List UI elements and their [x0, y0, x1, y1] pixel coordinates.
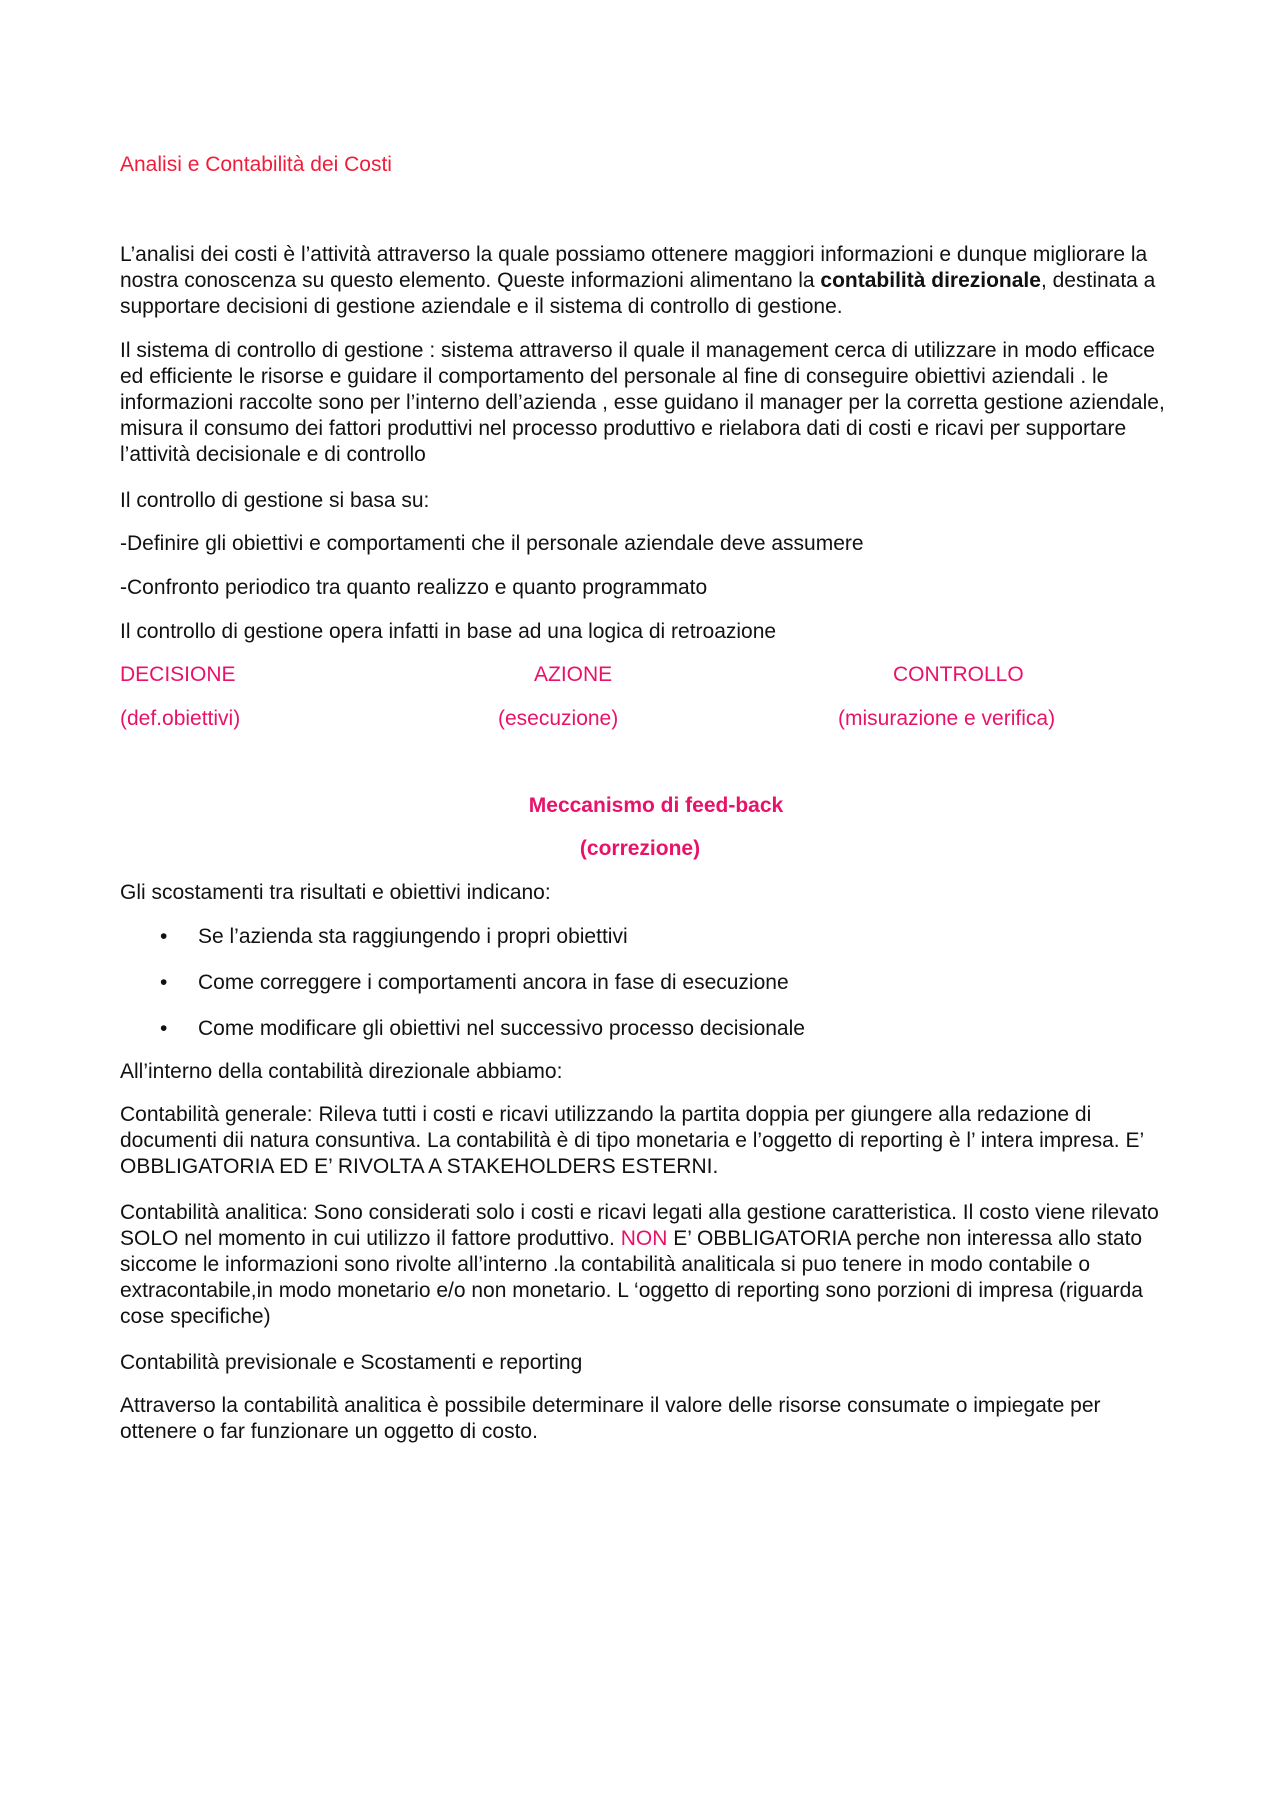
paragraph-directional-accounting: All’interno della contabilità direzionale abbiamo: — [120, 1060, 563, 1083]
paragraph-analytic-accounting — [120, 1200, 1170, 1330]
paragraph-periodic-comparison: -Confronto periodico tra quanto realizzo e quanto programmato — [120, 576, 708, 599]
bullet-marker: • — [160, 925, 168, 948]
paragraph-resources-value: Attraverso la contabilità analitica è possibile determinare il valore delle risorse consumate o impiegate per ottenere o far funzionare un oggetto di costo. — [120, 1394, 1101, 1443]
paragraph-general-accounting: Contabilità generale: Rileva tutti i costi e ricavi utilizzando la partita doppia per giungere alla redazione di documenti dii natura consuntiva. La contabilità è di tipo monetaria e l’oggetto di reporting è l’ intera impresa. E’ OBBLIGATORIA ED E’ RIVOLTA A STAKEHOLDERS ESTERNI. — [120, 1103, 1144, 1178]
flow-decisione: DECISIONE — [120, 663, 236, 686]
bullet-marker: • — [160, 1017, 168, 1040]
feedback-subtitle: (correzione) — [579, 837, 701, 860]
bullet-marker: • — [160, 971, 168, 994]
bullet-item-2: Come correggere i comportamenti ancora in fase di esecuzione — [198, 971, 789, 994]
analytic-text-b: E’ OBBLIGATORIA perche non interessa allo stato siccome le informazioni sono rivolte all’interno .la contabilità analiticala si puo tenere in modo contabile o extracontabile,in modo monetario e/o non monetario. L ‘oggetto di reporting sono porzioni di impresa (riguarda cose specifiche) — [120, 1227, 1143, 1328]
paragraph-control-basis: Il controllo di gestione si basa su: — [120, 489, 430, 512]
paragraph-intro — [120, 242, 1170, 320]
intro-bold-term: contabilità direzionale — [820, 269, 1041, 292]
paragraph-feedback-logic: Il controllo di gestione opera infatti in base ad una logica di retroazione — [120, 620, 777, 643]
bullet-item-3: Come modificare gli obiettivi nel successivo processo decisionale — [198, 1017, 805, 1040]
analytic-text-a: Contabilità analitica: Sono considerati solo i costi e ricavi legati alla gestione caratteristica. Il costo viene rilevato SOLO nel momento in cui utilizzo il fattore produttivo. — [120, 1201, 1159, 1250]
flow-azione: AZIONE — [534, 663, 613, 686]
analytic-non-highlight: NON — [620, 1227, 668, 1250]
feedback-title: Meccanismo di feed-back — [528, 794, 784, 817]
flow-azione-sub: (esecuzione) — [498, 707, 619, 730]
flow-decisione-sub: (def.obiettivi) — [120, 707, 241, 730]
flow-controllo: CONTROLLO — [893, 663, 1024, 686]
flow-controllo-sub: (misurazione e verifica) — [838, 707, 1056, 730]
bullet-item-1: Se l’azienda sta raggiungendo i propri obiettivi — [198, 925, 628, 948]
paragraph-control-system: Il sistema di controllo di gestione : sistema attraverso il quale il management cerca di utilizzare in modo efficace ed efficiente le risorse e guidare il comportamento del personale al fine di conseguire obiettivi aziendali . le informazioni raccolte sono per l’interno dell’azienda , esse guidano il manager per la corretta gestione aziendale, misura il consumo dei fattori produttivi nel processo produttivo e rielabora dati di costi e ricavi per supportare l’attività decisionale e di controllo — [120, 339, 1165, 466]
intro-text-b: , destinata a supportare decisioni di gestione aziendale e il sistema di controllo di gestione. — [120, 269, 1156, 318]
intro-text-a: L’analisi dei costi è l’attività attraverso la quale possiamo ottenere maggiori informazioni e dunque migliorare la nostra conoscenza su questo elemento. Queste informazioni alimentano la — [120, 243, 1148, 292]
paragraph-deviations: Gli scostamenti tra risultati e obiettivi indicano: — [120, 881, 551, 904]
document-title: Analisi e Contabilità dei Costi — [120, 153, 392, 176]
paragraph-forecast-accounting: Contabilità previsionale e Scostamenti e reporting — [120, 1351, 583, 1374]
paragraph-define-objectives: -Definire gli obiettivi e comportamenti che il personale aziendale deve assumere — [120, 532, 864, 555]
